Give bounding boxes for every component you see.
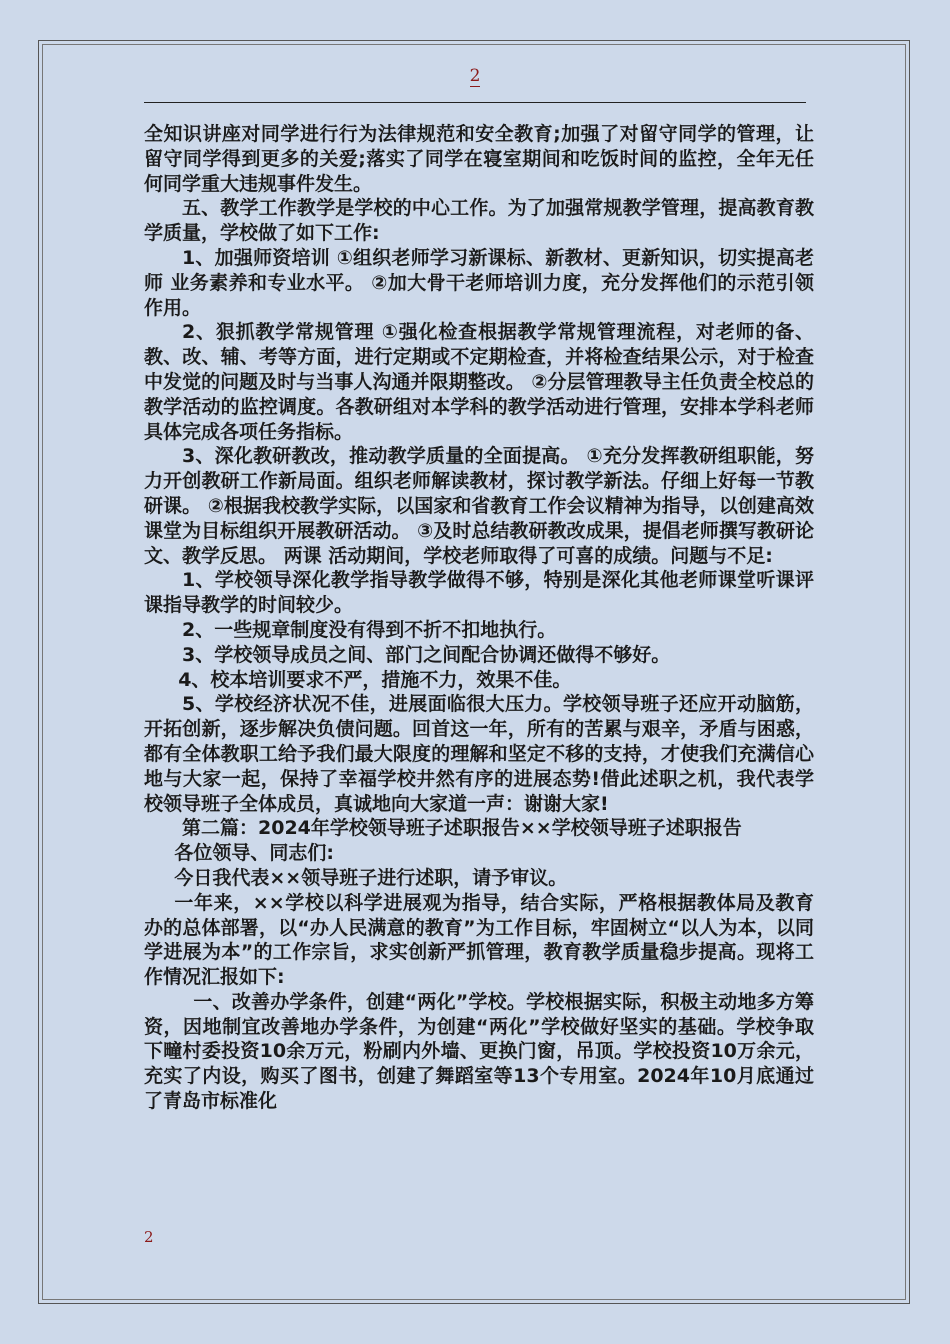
footer-page-number: 2	[144, 1228, 154, 1246]
body-paragraph: 4、校本培训要求不严，措施不力，效果不佳。	[178, 668, 572, 691]
body-paragraph: 1、学校领导深化教学指导教学做得不够，特别是深化其他老师课堂听课评课指导教学的时间较少。	[144, 569, 814, 617]
body-paragraph: 一、改善办学条件，创建“两化”学校。学校根据实际，积极主动地多方筹资，因地制宜改善地办学条件，为创建“两化”学校做好坚实的基础。学校争取下疃村委投资10余万元，粉刷内外墙、更换门窗，吊顶。学校投资10万余元，充实了内设，购买了图书，创建了舞蹈室等13个专用室。2024年10月底通过了青岛市标准化	[144, 990, 814, 1113]
header-page-number	[0, 66, 950, 86]
body-paragraph: 各位领导、同志们:	[174, 842, 334, 865]
body-paragraph: 五、教学工作教学是学校的中心工作。为了加强常规教学管理，提高教育教学质量，学校做了如下工作:	[144, 197, 814, 245]
body-paragraph: 今日我代表××领导班子进行述职，请予审议。	[174, 866, 568, 889]
header-page-number-text: 2	[469, 66, 481, 86]
header-divider	[144, 102, 806, 103]
body-paragraph: 2、狠抓教学常规管理 ①强化检查根据教学常规管理流程，对老师的备、教、改、辅、考等方面，进行定期或不定期检查，并将检查结果公示，对于检查中发觉的问题及时与当事人沟通并限期整改。 ②分层管理教导主任负责全校总的教学活动的监控调度。各教研组对本学科的教学活动进行管理，安排本学科老师具体完成各项任务指标。	[144, 321, 814, 443]
body-paragraph: 3、学校领导成员之间、部门之间配合协调还做得不够好。	[182, 643, 671, 666]
body-paragraph: 一年来，××学校以科学进展观为指导，结合实际，严格根据教体局及教育办的总体部署，以“办人民满意的教育”为工作目标，牢固树立“以人为本，以同学进展为本”的工作宗旨，求实创新严抓管理，教育教学质量稳步提高。现将工作情况汇报如下:	[144, 891, 814, 989]
body-paragraph: 第二篇：2024年学校领导班子述职报告××学校领导班子述职报告	[182, 817, 742, 840]
document-body	[144, 122, 814, 1114]
body-paragraph: 1、加强师资培训 ①组织老师学习新课标、新教材、更新知识，切实提高老师 业务素养和专业水平。 ②加大骨干老师培训力度，充分发挥他们的示范引领作用。	[144, 246, 814, 319]
body-paragraph: 2、一些规章制度没有得到不折不扣地执行。	[182, 618, 557, 641]
body-paragraph: 3、深化教研教改，推动教学质量的全面提高。 ①充分发挥教研组职能，努力开创教研工作新局面。组织老师解读教材，探讨教学新法。仔细上好每一节教研课。 ②根据我校教学实际，以国家和省教育工作会议精神为指导，以创建高效课堂为目标组织开展教研活动。 ③及时总结教研教改成果，提倡老师撰写教研论文、教学反思。 两课 活动期间，学校老师取得了可喜的成绩。问题与不足:	[144, 445, 814, 567]
body-paragraph: 全知识讲座对同学进行行为法律规范和安全教育;加强了对留守同学的管理，让留守同学得到更多的关爱;落实了同学在寝室期间和吃饭时间的监控，全年无任何同学重大违规事件发生。	[144, 123, 814, 195]
body-paragraph: 5、学校经济状况不佳，进展面临很大压力。学校领导班子还应开动脑筋，开拓创新，逐步解决负债问题。回首这一年，所有的苦累与艰辛，矛盾与困惑，都有全体教职工给予我们最大限度的理解和坚定不移的支持，才使我们充满信心地与大家一起，保持了幸福学校井然有序的进展态势!借此述职之机，我代表学校领导班子全体成员，真诚地向大家道一声：谢谢大家!	[144, 693, 814, 815]
